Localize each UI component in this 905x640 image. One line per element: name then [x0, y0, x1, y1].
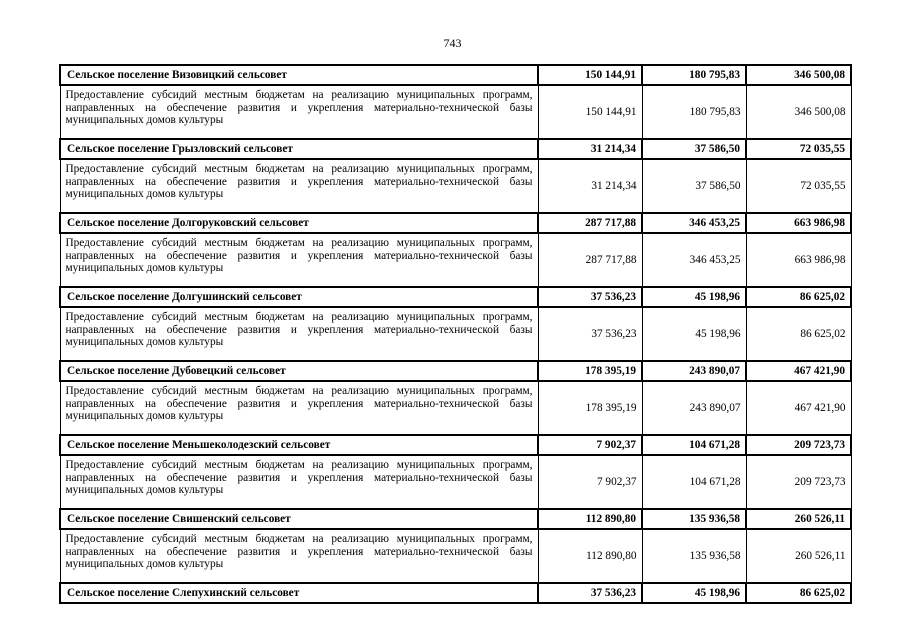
value-col1: 7 902,37	[538, 435, 642, 455]
settlement-name: Сельское поселение Грызловский сельсовет	[60, 139, 538, 159]
value-col1: 150 144,91	[538, 85, 642, 139]
settlement-row	[60, 213, 851, 233]
settlement-name: Сельское поселение Долгушинский сельсовет	[60, 287, 538, 307]
value-col2: 243 890,07	[642, 381, 746, 435]
value-col1: 178 395,19	[538, 361, 642, 381]
value-col3: 86 625,02	[746, 287, 851, 307]
subsidy-description: Предоставление субсидий местным бюджетам на реализацию муниципальных программ, направленных на обеспечение развития и укрепления материально-технической базы муниципальных домов культуры	[60, 455, 538, 509]
settlement-row	[60, 139, 851, 159]
value-col2: 104 671,28	[642, 455, 746, 509]
value-col2: 45 198,96	[642, 307, 746, 361]
subsidy-row	[60, 85, 851, 139]
settlement-name: Сельское поселение Долгоруковский сельсовет	[60, 213, 538, 233]
value-col2: 104 671,28	[642, 435, 746, 455]
value-col3: 467 421,90	[746, 361, 851, 381]
value-col3: 86 625,02	[746, 583, 851, 603]
settlement-row	[60, 583, 851, 603]
value-col1: 178 395,19	[538, 381, 642, 435]
subsidy-row	[60, 233, 851, 287]
budget-table-body	[60, 65, 851, 603]
subsidy-description: Предоставление субсидий местным бюджетам на реализацию муниципальных программ, направленных на обеспечение развития и укрепления материально-технической базы муниципальных домов культуры	[60, 233, 538, 287]
value-col2: 135 936,58	[642, 529, 746, 583]
value-col2: 45 198,96	[642, 583, 746, 603]
value-col1: 37 536,23	[538, 307, 642, 361]
value-col2: 180 795,83	[642, 65, 746, 85]
value-col1: 287 717,88	[538, 213, 642, 233]
settlement-name: Сельское поселение Меньшеколодезский сельсовет	[60, 435, 538, 455]
value-col2: 243 890,07	[642, 361, 746, 381]
value-col1: 7 902,37	[538, 455, 642, 509]
value-col2: 45 198,96	[642, 287, 746, 307]
settlement-name: Сельское поселение Дубовецкий сельсовет	[60, 361, 538, 381]
settlement-row	[60, 287, 851, 307]
settlement-name: Сельское поселение Слепухинский сельсовет	[60, 583, 538, 603]
value-col3: 663 986,98	[746, 233, 851, 287]
value-col1: 37 536,23	[538, 287, 642, 307]
settlement-name: Сельское поселение Визовицкий сельсовет	[60, 65, 538, 85]
value-col2: 346 453,25	[642, 233, 746, 287]
value-col2: 37 586,50	[642, 159, 746, 213]
subsidy-row	[60, 529, 851, 583]
value-col2: 180 795,83	[642, 85, 746, 139]
value-col2: 37 586,50	[642, 139, 746, 159]
budget-table	[59, 64, 852, 604]
value-col1: 150 144,91	[538, 65, 642, 85]
page-number: 743	[443, 36, 462, 50]
value-col3: 346 500,08	[746, 65, 851, 85]
value-col1: 31 214,34	[538, 159, 642, 213]
value-col3: 209 723,73	[746, 455, 851, 509]
settlement-row	[60, 361, 851, 381]
value-col3: 72 035,55	[746, 159, 851, 213]
value-col3: 72 035,55	[746, 139, 851, 159]
subsidy-description: Предоставление субсидий местным бюджетам на реализацию муниципальных программ, направленных на обеспечение развития и укрепления материально-технической базы муниципальных домов культуры	[60, 159, 538, 213]
value-col3: 260 526,11	[746, 529, 851, 583]
value-col1: 37 536,23	[538, 583, 642, 603]
value-col3: 346 500,08	[746, 85, 851, 139]
subsidy-row	[60, 381, 851, 435]
value-col3: 86 625,02	[746, 307, 851, 361]
subsidy-row	[60, 455, 851, 509]
value-col3: 260 526,11	[746, 509, 851, 529]
settlement-row	[60, 509, 851, 529]
settlement-row	[60, 435, 851, 455]
settlement-name: Сельское поселение Свишенский сельсовет	[60, 509, 538, 529]
value-col3: 209 723,73	[746, 435, 851, 455]
subsidy-description: Предоставление субсидий местным бюджетам на реализацию муниципальных программ, направленных на обеспечение развития и укрепления материально-технической базы муниципальных домов культуры	[60, 529, 538, 583]
subsidy-row	[60, 307, 851, 361]
subsidy-description: Предоставление субсидий местным бюджетам на реализацию муниципальных программ, направленных на обеспечение развития и укрепления материально-технической базы муниципальных домов культуры	[60, 381, 538, 435]
subsidy-description: Предоставление субсидий местным бюджетам на реализацию муниципальных программ, направленных на обеспечение развития и укрепления материально-технической базы муниципальных домов культуры	[60, 307, 538, 361]
value-col1: 112 890,80	[538, 509, 642, 529]
value-col1: 287 717,88	[538, 233, 642, 287]
value-col3: 467 421,90	[746, 381, 851, 435]
value-col3: 663 986,98	[746, 213, 851, 233]
subsidy-row	[60, 159, 851, 213]
value-col2: 135 936,58	[642, 509, 746, 529]
value-col1: 112 890,80	[538, 529, 642, 583]
settlement-row	[60, 65, 851, 85]
subsidy-description: Предоставление субсидий местным бюджетам на реализацию муниципальных программ, направленных на обеспечение развития и укрепления материально-технической базы муниципальных домов культуры	[60, 85, 538, 139]
value-col1: 31 214,34	[538, 139, 642, 159]
value-col2: 346 453,25	[642, 213, 746, 233]
